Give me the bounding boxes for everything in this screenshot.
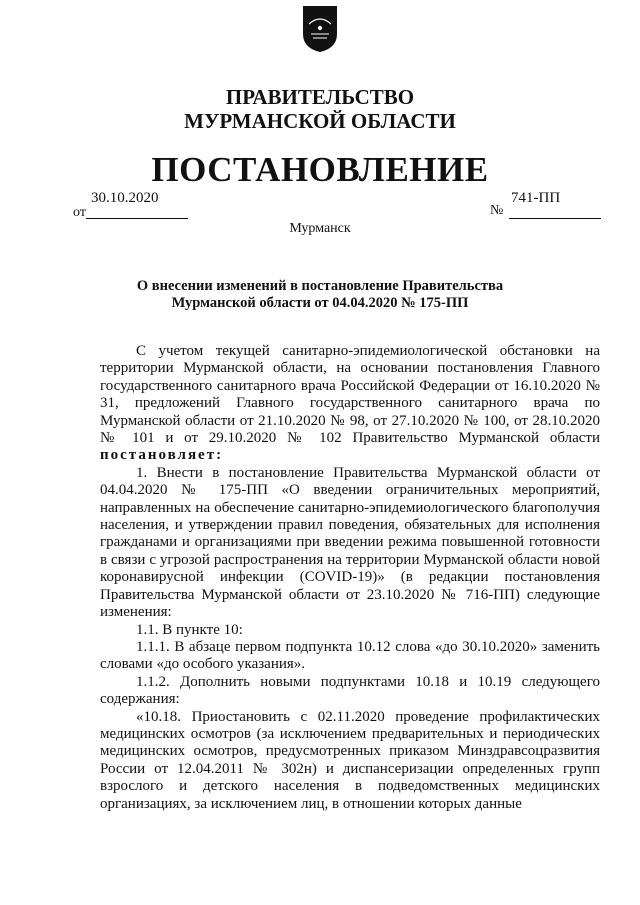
date-prefix: от: [73, 205, 86, 220]
subject-line2: Мурманской области от 04.04.2020 № 175-ПП: [171, 295, 469, 311]
document-date: 30.10.2020: [91, 190, 159, 206]
body-paragraph-2: 1.1. В пункте 10:: [136, 621, 243, 638]
org-name-line2: МУРМАНСКОЙ ОБЛАСТИ: [184, 109, 456, 133]
number-underline: [509, 218, 601, 219]
document-body: [100, 343, 600, 813]
body-paragraph-5: «10.18. Приостановить с 02.11.2020 проведение профилактических медицинских осмотров (за исключением предварительных и периодических медицинских осмотров, предусмотренных приказом Минздравсоцразвития России от 12.04.2011 № 302н) и диспансеризации определенных групп взрослого и детского населения в подведомственных медицинских организациях, за исключением лиц, в отношении которых данные: [100, 708, 600, 812]
city-name: Мурманск: [289, 221, 351, 236]
body-paragraph-4: 1.1.2. Дополнить новыми подпунктами 10.18 и 10.19 следующего содержания:: [100, 673, 600, 708]
intro-paragraph: [100, 343, 600, 465]
body-paragraph-3: 1.1.1. В абзаце первом подпункта 10.12 слова «до 30.10.2020» заменить словами «до особого указания».: [100, 638, 600, 673]
number-prefix: №: [490, 203, 504, 218]
document-type-title: ПОСТАНОВЛЕНИЕ: [151, 150, 489, 189]
document-subject: [0, 278, 640, 312]
coat-of-arms-emblem: [301, 4, 339, 54]
org-name-line1: ПРАВИТЕЛЬСТВО: [225, 85, 415, 109]
intro-text: С учетом текущей санитарно-эпидемиологической обстановки на территории Мурманской области, на основании постановления Главного государственного санитарного врача Российской Федерации от 16.10.2020 № 31, предложений Главного государственного санитарного врача по Мурманской области от 21.10.2020 № 98, от 27.10.2020 № 100, от 28.10.2020 № 101 и от 29.10.2020 № 102 Правительство Мурманской области: [100, 343, 600, 447]
decree-word: постановляет:: [100, 447, 224, 464]
document-number: 741-ПП: [511, 190, 561, 206]
date-underline: [86, 218, 188, 219]
body-paragraph-1: 1. Внести в постановление Правительства Мурманской области от 04.04.2020 № 175-ПП «О введении ограничительных мероприятий, направленных на обеспечение санитарно-эпидемиологического благополучия населения, и утверждении правил поведения, обязательных для исполнения гражданами и организациями при введении режима повышенной готовности в связи с угрозой распространения на территории Мурманской области новой коронавирусной инфекции (COVID-19)» (в редакции постановления Правительства Мурманской области от 23.10.2020 № 716-ПП) следующие изменения:: [100, 464, 600, 621]
subject-line1: О внесении изменений в постановление Правительства: [136, 278, 504, 294]
